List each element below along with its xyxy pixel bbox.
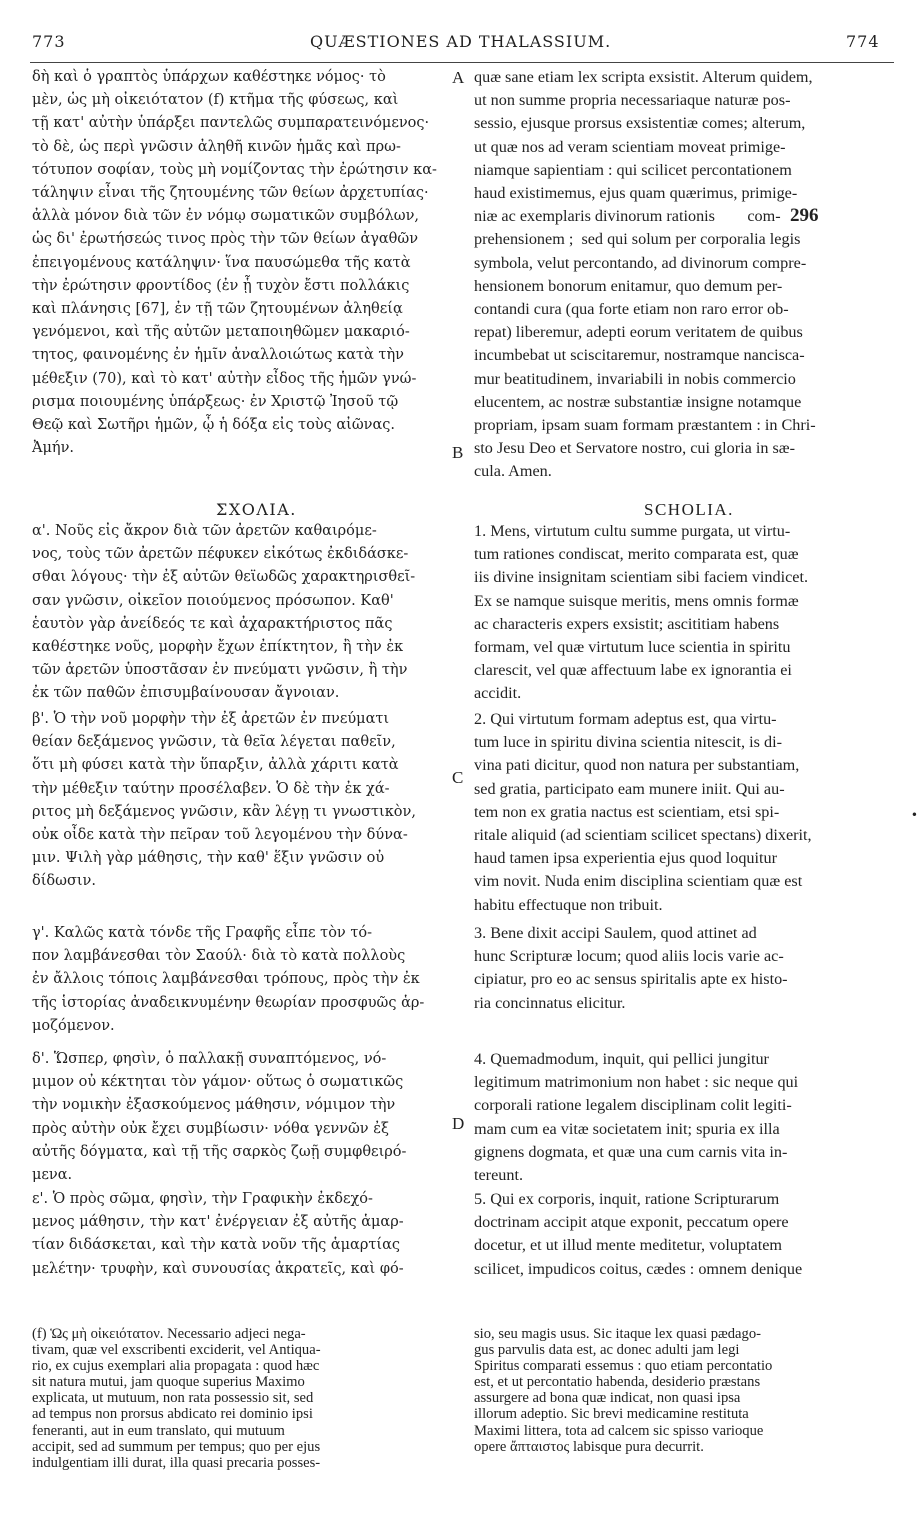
greek-scholion-5: ε'. Ὁ πρὸς σῶμα, φησὶν, τὴν Γραφικὴν ἐκδεχό- μενος μάθησιν, τὴν κατ' ἐνέργειαν ἐξ αὐτῆς ἁμαρ- τίαν διδάσκεται, καὶ τὴν κατὰ νοῦν τῆς ἁμαρτίας μελέτην· τρυφὴν, καὶ συνουσίας ἀκρατεῖς, καὶ φό- <box>32 1191 404 1277</box>
latin-main-text: quæ sane etiam lex scripta exsistit. Alterum quidem, ut non summe propria necessariaque naturæ pos- sessio, ejusque prorsus exsistentiæ comes; alterum, ut quæ nos ad veram scientiam moveat primige- niamque sapientiam : qui scilicet percontationem haud existimemus, ejus quam quærimus, primige- niæ ac exemplaris divinorum rationis com- prehensionem ; sed qui solum per corporalia legis symbola, velut percontando, ad divinorum compre- hensionem bonorum enitamur, quo demum per- contandi cura (qua forte etiam non raro error ob- repat) liberemur, adepti eorum veritatem de quibus incumbebat ut sciscitaremur, nostramque nancisca- mur beatitudinem, invariabili in nobis commercio elucentem, ac nostræ substantiæ insigne notamque propriam, ipsam suam formam præstantem : in Chri- sto Jesu Deo et Servatore nostro, cui gloria in sæ- cula. Amen. <box>474 68 816 481</box>
latin-scholion-1: 1. Mens, virtutum cultu summe purgata, ut virtu- tum rationes condiscat, merito comparata est, quæ iis divine insignitam scientiam sibi faciem vindicet. Ex se namque suisque meritis, mens omnis formæ ac characteris expers exsistit; ascititiam habens formam, vel quæ virtutum luce scientia in spiritu clarescit, vel quæ affectuum labe ex ignorantia ei accidit. <box>474 522 809 703</box>
page-number-right: 774 <box>846 32 880 51</box>
latin-scholion-3: 3. Bene dixit accipi Saulem, quod attinet ad hunc Scripturæ locum; quod aliis locis varie ac- cipiatur, pro eo ac sensus spiritalis apte ex histo- ria concinnatus elicitur. <box>474 924 788 1012</box>
margin-letter-c: C <box>452 768 464 787</box>
latin-scholion-5: 5. Qui ex corporis, inquit, ratione Scripturarum doctrinam accipit atque exponit, peccatum opere docetur, et ut illud mente meditetur, voluptatem scilicet, impudicos coitus, cædes : omnem denique <box>474 1190 803 1278</box>
latin-scholion-2: 2. Qui virtutum formam adeptus est, qua virtu- tum luce in spiritu divina scientia nitescit, is di- vina pati dicitur, quod non natura per substantiam, sed gratia, participato eam munere iniit. Qui au- tem non ex gratia nactus est scientiam, etsi spi- ritale aliquid (ad scientiam scilicet spectans) dixerit, haud tamen ipsa experientia ejus quod loquitur vim novit. Nuda enim disciplina scientiam quæ est habitu effectuque non tribuit. <box>474 710 812 914</box>
margin-letter-d: D <box>452 1114 465 1133</box>
latin-scholia-heading: SCHOLIA. <box>644 500 734 519</box>
greek-scholion-1: α'. Νοῦς εἰς ἄκρον διὰ τῶν ἀρετῶν καθαιρόμε- νος, τοὺς τῶν ἀρετῶν πέφυκεν εἰκότως ἐκδιδάσκε- σθαι λόγους· τὴν ἐξ αὐτῶν θεϊωδῶς χαρακτηρισθεῖ- σαν γνῶσιν, οἰκεῖον ποιούμενος πρόσωπον. Καθ' ἑαυτὸν γὰρ ἀνείδεός τε καὶ ἀχαρακτήριστος πᾶς καθέστηκε νοῦς, μορφὴν ἔχων ἐπίκτητον, ἢ τὴν ἐκ τῶν ἀρετῶν ὑποστᾶσαν ἐν πνεύματι γνῶσιν, ἢ τὴν ἐκ τῶν παθῶν ἐπισυμβαίνουσαν ἄγνοιαν. <box>32 523 416 702</box>
greek-scholion-2: β'. Ὁ τὴν νοῦ μορφὴν τὴν ἐξ ἀρετῶν ἐν πνεύματι θείαν δεξάμενος γνῶσιν, τὰ θεῖα λέγεται παθεῖν, ὅτι μὴ φύσει κατὰ τὴν ὕπαρξιν, ἀλλὰ χάριτι κατὰ τὴν μέθεξιν ταύτην προσέλαβεν. Ὁ δὲ τὴν ἐκ χά- ριτος μὴ δεξάμενος γνῶσιν, κἂν λέγῃ τι γνωστικὸν, οὐκ οἶδε κατὰ τὴν πεῖραν τοῦ λεγομένου τὴν δύνα- μιν. Ψιλὴ γὰρ μάθησις, τὴν καθ' ἕξιν γνῶσιν οὐ δίδωσιν. <box>32 711 416 890</box>
latin-scholion-4: 4. Quemadmodum, inquit, qui pellici jungitur legitimum matrimonium non habet : sic neque qui corporali ratione legalem disciplinam colit legiti- mam cum ea vitæ societatem init; spuria ex illa gignens dogmata, et quæ una cum carnis vita in- tereunt. <box>474 1050 799 1185</box>
running-title: QUÆSTIONES AD THALASSIUM. <box>310 32 612 51</box>
margin-letter-b: B <box>452 443 464 462</box>
greek-scholion-3: γ'. Καλῶς κατὰ τόνδε τῆς Γραφῆς εἶπε τὸν τό- πον λαμβάνεσθαι τὸν Σαούλ· διὰ τὸ κατὰ πολλοὺς ἐν ἄλλοις τόποις λαμβάνεσθαι τρόπους, πρὸς τὴν ἐκ τῆς ἱστορίας ἀναδεικνυμένην θεωρίαν προσφυῶς ἁρ- μοζόμενον. <box>32 925 425 1034</box>
margin-letter-a: A <box>452 68 465 87</box>
margin-mark: • <box>910 808 918 822</box>
greek-scholion-4: δ'. Ὥσπερ, φησὶν, ὁ παλλακῇ συναπτόμενος, νό- μιμον οὐ κέκτηται τὸν γάμον· οὕτως ὁ σωματικῶς τὴν νομικὴν ἐξασκούμενος μάθησιν, νόμιμον τὴν πρὸς αὐτὴν οὐκ ἔχει συμβίωσιν· νόθα γεννῶν ἐξ αὐτῆς δόγματα, καὶ τῇ τῆς σαρκὸς ζωῇ συμφθειρό- μενα. <box>32 1051 407 1184</box>
header-rule <box>30 62 894 63</box>
greek-scholia-heading: ΣΧΟΛΙΑ. <box>216 500 297 519</box>
page-number-left: 773 <box>32 32 66 51</box>
footnote-right: sio, seu magis usus. Sic itaque lex quasi pædago- gus parvulis data est, ac donec adulti jam legi Spiritus comparati essemus : quo etiam percontatio est, et ut percontatio habenda, desiderio præstans assurgere ad bona quæ indicat, non quasi ipsa illorum adeptio. Sic brevi medicamine restituta Maximi littera, tota ad calcem sic spisso varioque opere ἄπταιστος labisque pura decurrit. <box>474 1326 773 1455</box>
greek-main-text: δὴ καὶ ὁ γραπτὸς ὑπάρχων καθέστηκε νόμος· τὸ μὲν, ὡς μὴ οἰκειότατον (f) κτῆμα τῆς φύσεως, καὶ τῇ κατ' αὐτὴν ὑπάρξει παντελῶς συμπαρατεινόμενος· τὸ δὲ, ὡς περὶ γνῶσιν ἀληθῆ κινῶν ἡμᾶς καὶ πρω- τότυπον σοφίαν, τοὺς μὴ νομίζοντας τὴν ἐρώτησιν κα- τάληψιν εἶναι τῆς ζητουμένης τῶν θείων ἀρχετυπίας· ἀλλὰ μόνον διὰ τῶν ἐν νόμῳ σωματικῶν συμβόλων, ὡς δι' ἐρωτήσεώς τινος πρὸς τὴν τῶν θείων ἀγαθῶν ἐπειγομένους κατάληψιν· ἵνα παυσώμεθα τῆς κατὰ τὴν ἐρώτησιν φροντίδος (ἐν ᾗ τυχὸν ἔστι πολλάκις καὶ πλάνησις [67], ἐν τῇ τῶν ζητουμένων ἀληθείᾳ γενόμενοι, καὶ τῆς αὐτῶν μεταποιηθῶμεν μακαριό- τητος, φαινομένης ἐν ἡμῖν ἀναλλοιώτως κατὰ τὴν μέθεξιν (70), καὶ τὸ κατ' αὐτὴν εἶδος τῆς ἡμῶν γνώ- ρισμα ποιουμένης ὑπάρξεως· ἐν Χριστῷ Ἰησοῦ τῷ Θεῷ καὶ Σωτῆρι ἡμῶν, ᾧ ἡ δόξα εἰς τοὺς αἰῶνας. Ἀμήν. <box>32 69 437 457</box>
column-number: 296 <box>790 205 819 226</box>
footnote-left: (f) Ὡς μὴ οἰκειότατον. Necessario adjeci nega- tivam, quæ vel exscribenti exciderit, vel Antiqua- rio, ex cujus exemplari alia propagata : quod hæc sit natura mutui, jam quoque superius Maximo explicata, ut mutuum, non rata possessio sit, sed ad tempus non prorsus abdicato rei dominio ipsi feneranti, aut in eum translato, qui mutuum accipit, sed ad summum per tempus; quo per ejus indulgentiam illi durat, illa quasi precaria posses- <box>32 1326 321 1471</box>
